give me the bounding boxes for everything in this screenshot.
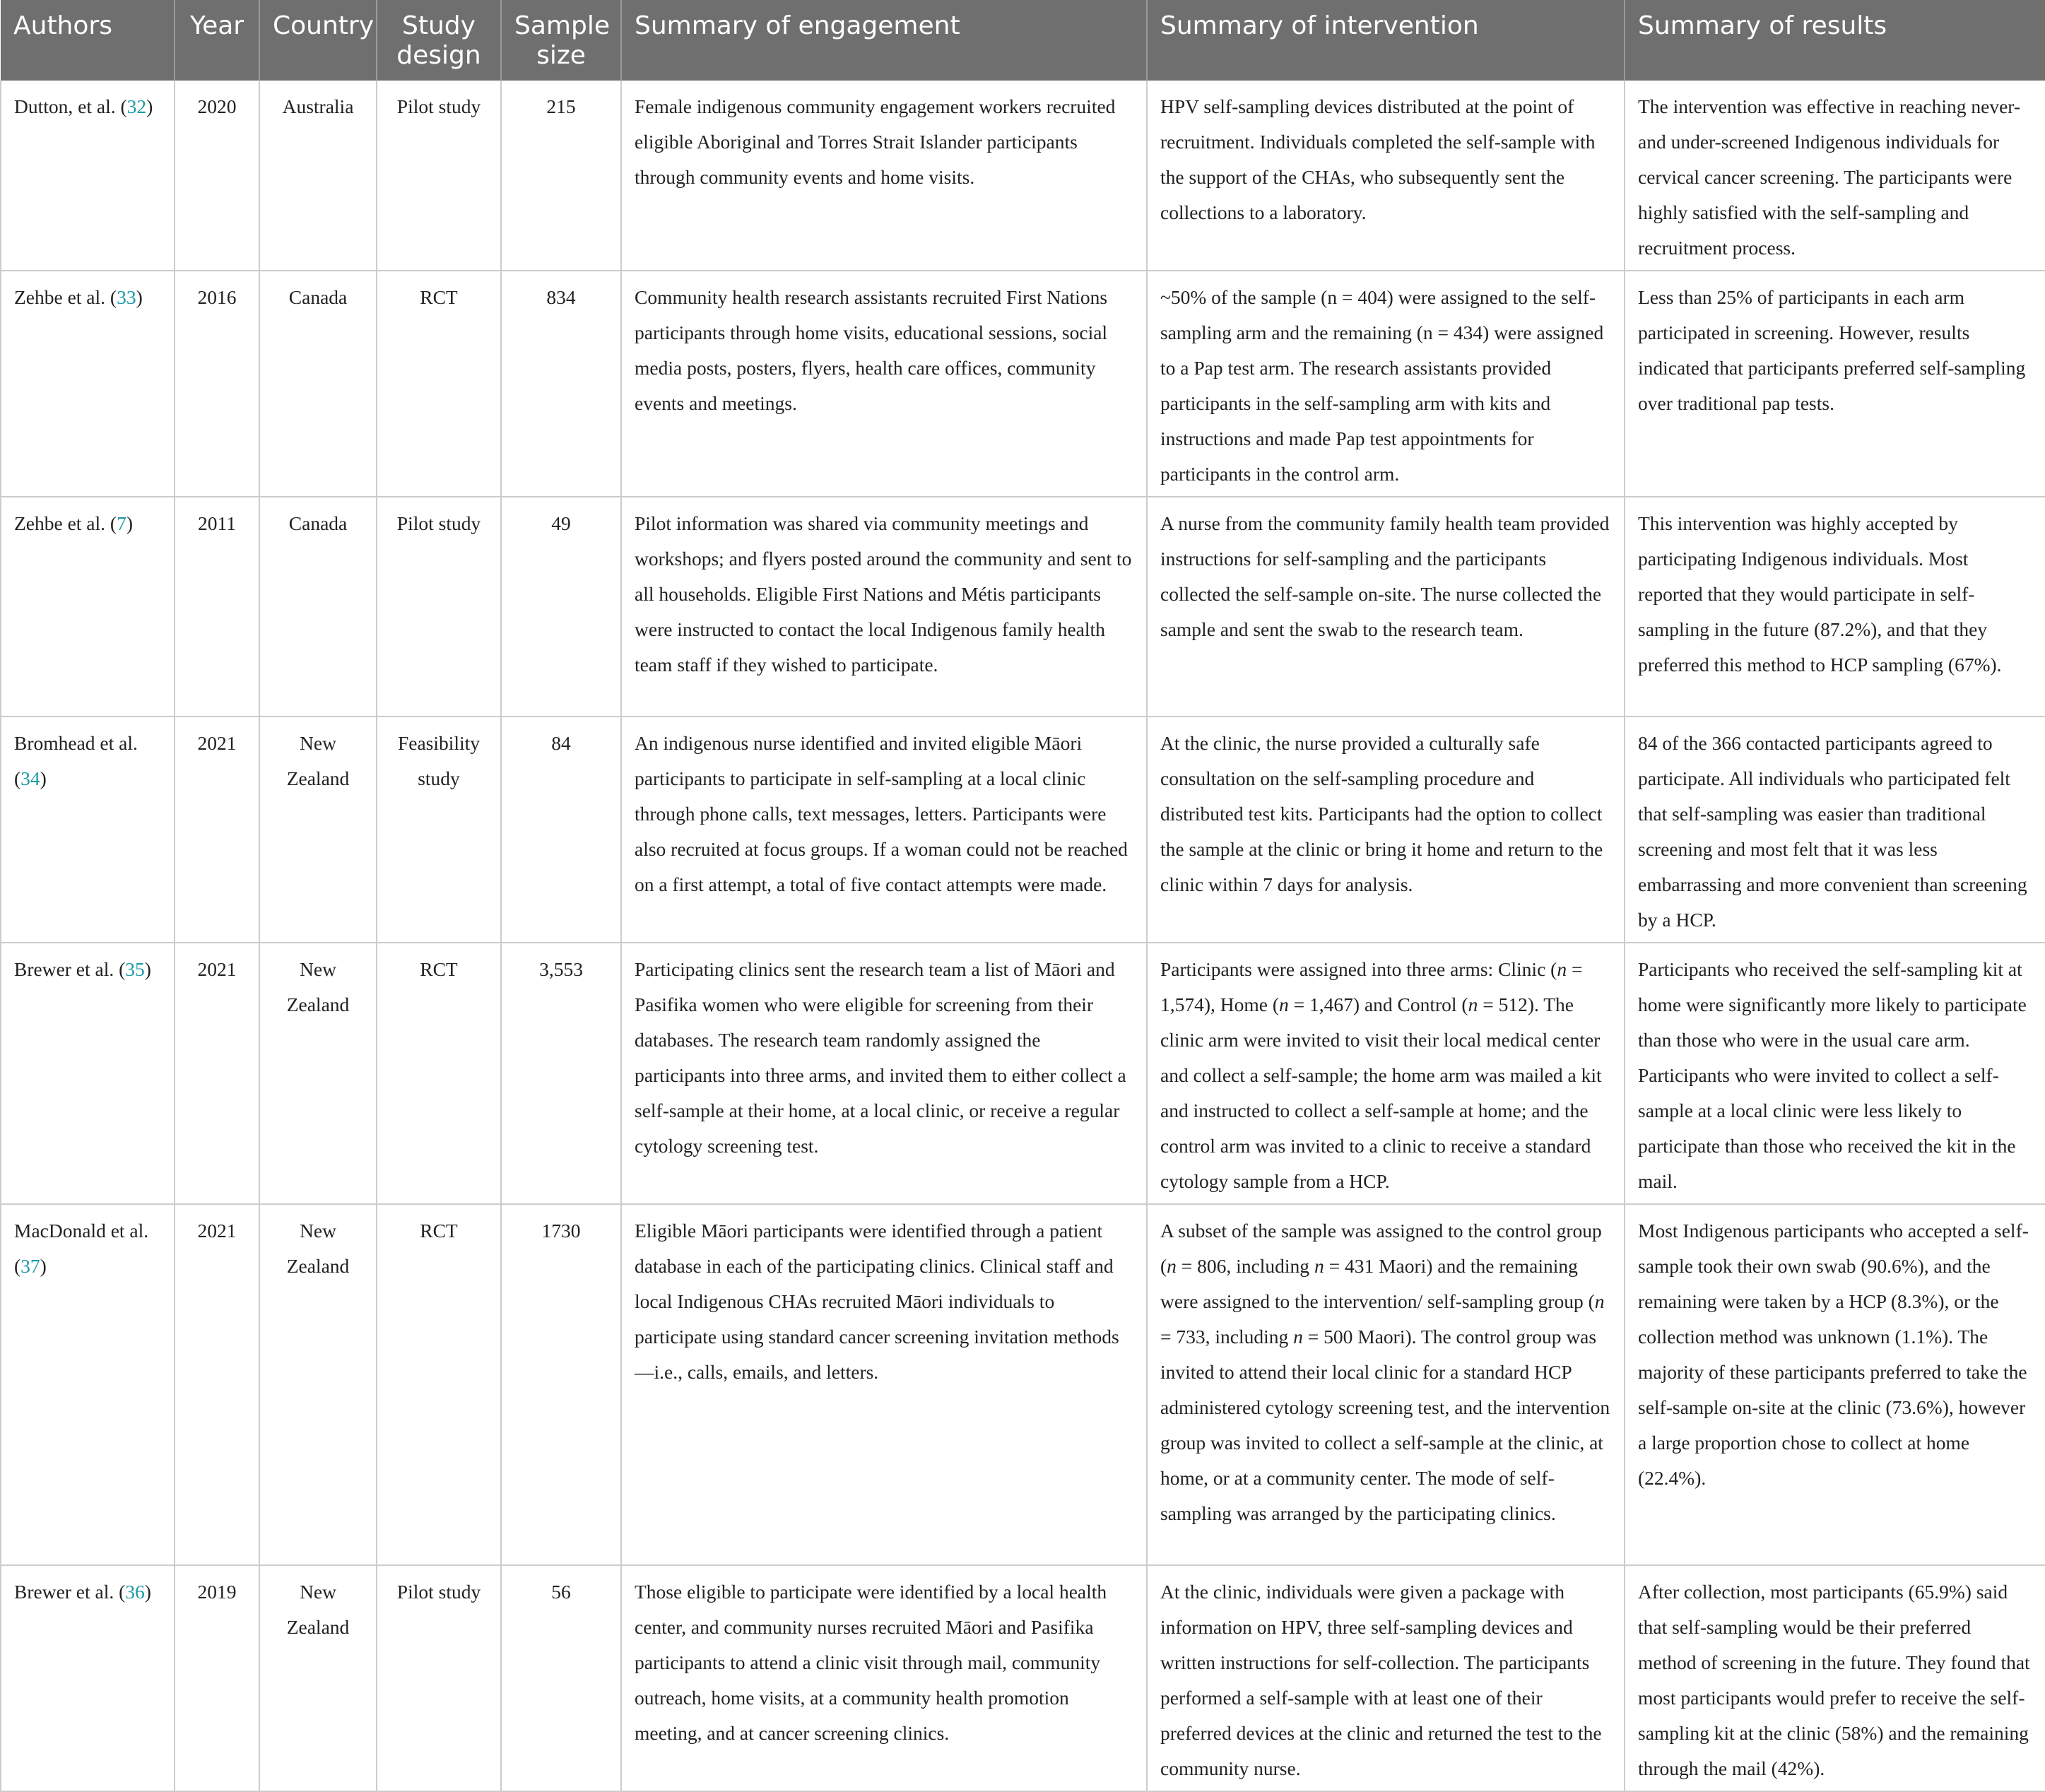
reference-link[interactable]: 32 (126, 95, 147, 117)
country-cell: Canada (259, 271, 377, 497)
results-cell: 84 of the 366 contacted participants agreed to participate. All individuals who participated felt that self-sampling was easier than traditional screening and most felt that it was less embarrassing and more convenient than screening by a HCP. (1625, 717, 2045, 943)
table-row (1, 1565, 2045, 1791)
reference-link[interactable]: 37 (20, 1255, 40, 1277)
engagement-cell: Those eligible to participate were identified by a local health center, and community nurses recruited Māori and Pasifika participants to attend a clinic visit through mail, community outreach, home visits, at a community health promotion meeting, and at cancer screening clinics. (621, 1565, 1147, 1791)
results-cell: Less than 25% of participants in each arm participated in screening. However, results indicated that participants preferred self-sampling over traditional pap tests. (1625, 271, 2045, 497)
results-cell: This intervention was highly accepted by participating Indigenous individuals. Most reported that they would participate in self-sampling in the future (87.2%), and that they preferred this method to HCP sampling (67%). (1625, 497, 2045, 717)
authors-text: Dutton, et al. ( (14, 95, 127, 117)
design-cell: Pilot study (377, 1565, 501, 1791)
reference-link[interactable]: 36 (125, 1581, 145, 1603)
intervention-text: Participants were assigned into three arms: Clinic ( (1160, 958, 1557, 980)
intervention-cell: At the clinic, individuals were given a package with information on HPV, three self-sampling devices and written instructions for self-collection. The participants performed a self-sample with at least one of their preferred devices at the clinic and returned the test to the community nurse. (1147, 1565, 1625, 1791)
country-cell: Australia (259, 81, 377, 271)
reference-link[interactable]: 34 (20, 767, 40, 789)
authors-text: Brewer et al. ( (14, 1581, 126, 1603)
design-cell: Pilot study (377, 497, 501, 717)
intervention-cell: A nurse from the community family health team provided instructions for self-sampling and the participants collected the self-sample on-site. The nurse collected the sample and sent the swab to the research team. (1147, 497, 1625, 717)
header-row (1, 0, 2045, 81)
table-row (1, 81, 2045, 271)
intervention-text: = 1,467) and Control ( (1288, 994, 1468, 1015)
year-cell: 2021 (175, 943, 259, 1204)
header-sample-size: Sample size (501, 0, 621, 81)
header-study-design: Study design (377, 0, 501, 81)
size-cell: 215 (501, 81, 621, 271)
size-cell: 3,553 (501, 943, 621, 1204)
authors-text: Zehbe et al. ( (14, 512, 117, 534)
authors-close: ) (40, 1255, 47, 1277)
design-cell: Feasibility study (377, 717, 501, 943)
size-cell: 834 (501, 271, 621, 497)
design-cell: RCT (377, 271, 501, 497)
authors-cell (1, 81, 175, 271)
country-cell: New Zealand (259, 1204, 377, 1565)
authors-cell (1, 717, 175, 943)
n-symbol: n (1167, 1255, 1177, 1277)
reference-link[interactable]: 7 (117, 512, 126, 534)
authors-close: ) (146, 95, 153, 117)
intervention-text: = 512). The clinic arm were invited to visit their local medical center and collect a self-sample; the home arm was mailed a kit and instructed to collect a self-sample at home; and the control arm was invited to a clinic to receive a standard cytology sample from a HCP. (1160, 994, 1602, 1192)
country-cell: New Zealand (259, 943, 377, 1204)
table-row (1, 271, 2045, 497)
authors-close: ) (136, 286, 143, 308)
intervention-text: = 1,574), Home ( (1160, 958, 1583, 1015)
country-cell: New Zealand (259, 717, 377, 943)
country-cell: Canada (259, 497, 377, 717)
year-cell: 2021 (175, 717, 259, 943)
authors-cell (1, 943, 175, 1204)
year-cell: 2021 (175, 1204, 259, 1565)
intervention-cell (1147, 943, 1625, 1204)
design-cell: RCT (377, 1204, 501, 1565)
header-year: Year (175, 0, 259, 81)
header-authors: Authors (1, 0, 175, 81)
authors-cell (1, 271, 175, 497)
size-cell: 56 (501, 1565, 621, 1791)
year-cell: 2019 (175, 1565, 259, 1791)
authors-text: MacDonald et al. ( (14, 1220, 149, 1277)
engagement-cell: Pilot information was shared via community meetings and workshops; and flyers posted around the community and sent to all households. Eligible First Nations and Métis participants were instructed to contact the local Indigenous family health team staff if they wished to participate. (621, 497, 1147, 717)
intervention-cell: ~50% of the sample (n = 404) were assigned to the self-sampling arm and the remaining (n = 434) were assigned to a Pap test arm. The research assistants provided participants in the self-sampling arm with kits and instructions and made Pap test appointments for participants in the control arm. (1147, 271, 1625, 497)
engagement-cell: Community health research assistants recruited First Nations participants through home visits, educational sessions, social media posts, posters, flyers, health care offices, community events and meetings. (621, 271, 1147, 497)
table-row (1, 497, 2045, 717)
intervention-cell (1147, 1204, 1625, 1565)
reference-link[interactable]: 33 (117, 286, 136, 308)
authors-close: ) (144, 1581, 151, 1603)
authors-cell (1, 1565, 175, 1791)
engagement-cell: Participating clinics sent the research team a list of Māori and Pasifika women who were eligible for screening from their databases. The research team randomly assigned the participants into three arms, and invited them to either collect a self-sample at their home, at a local clinic, or receive a regular cytology screening test. (621, 943, 1147, 1204)
authors-text: Brewer et al. ( (14, 958, 126, 980)
results-cell: Participants who received the self-sampling kit at home were significantly more likely to participate than those who were in the usual care arm. Participants who were invited to collect a self-sample at a local clinic were less likely to participate than those who received the kit in the mail. (1625, 943, 2045, 1204)
year-cell: 2016 (175, 271, 259, 497)
header-results: Summary of results (1625, 0, 2045, 81)
table-row (1, 1204, 2045, 1565)
size-cell: 84 (501, 717, 621, 943)
size-cell: 49 (501, 497, 621, 717)
year-cell: 2020 (175, 81, 259, 271)
intervention-cell: At the clinic, the nurse provided a culturally safe consultation on the self-sampling procedure and distributed test kits. Participants had the option to collect the sample at the clinic or bring it home and return to the clinic within 7 days for analysis. (1147, 717, 1625, 943)
n-symbol: n (1293, 1326, 1303, 1348)
intervention-text: A subset of the sample was assigned to the control group ( (1160, 1220, 1602, 1277)
year-cell: 2011 (175, 497, 259, 717)
n-symbol: n (1279, 994, 1289, 1015)
table-row (1, 717, 2045, 943)
intervention-text: = 431 Maori) and the remaining were assigned to the intervention/ self-sampling group ( (1160, 1255, 1595, 1312)
engagement-cell: An indigenous nurse identified and invited eligible Māori participants to participate in self-sampling at a local clinic through phone calls, text messages, letters. Participants were also recruited at focus groups. If a woman could not be reached on a first attempt, a total of five contact attempts were made. (621, 717, 1147, 943)
reference-link[interactable]: 35 (125, 958, 145, 980)
authors-cell (1, 497, 175, 717)
intervention-text: = 806, including (1176, 1255, 1314, 1277)
authors-cell (1, 1204, 175, 1565)
engagement-cell: Eligible Māori participants were identified through a patient database in each of the participating clinics. Clinical staff and local Indigenous CHAs recruited Māori individuals to participate using standard cancer screening invitation methods—i.e., calls, emails, and letters. (621, 1204, 1147, 1565)
intervention-text: = 500 Maori). The control group was invited to attend their local clinic for a standard HCP administered cytology screening test, and the intervention group was invited to collect a self-sample at the clinic, at home, or at a community center. The mode of self-sampling was arranged by the participating clinics. (1160, 1326, 1610, 1524)
n-symbol: n (1594, 1290, 1605, 1312)
country-cell: New Zealand (259, 1565, 377, 1791)
intervention-text: = 733, including (1160, 1326, 1294, 1348)
authors-close: ) (126, 512, 133, 534)
authors-text: Bromhead et al. ( (14, 732, 138, 789)
n-symbol: n (1314, 1255, 1324, 1277)
header-intervention: Summary of intervention (1147, 0, 1625, 81)
authors-close: ) (144, 958, 151, 980)
design-cell: RCT (377, 943, 501, 1204)
intervention-cell: HPV self-sampling devices distributed at the point of recruitment. Individuals completed the self-sample with the support of the CHAs, who subsequently sent the collections to a laboratory. (1147, 81, 1625, 271)
engagement-cell: Female indigenous community engagement workers recruited eligible Aboriginal and Torres Strait Islander participants through community events and home visits. (621, 81, 1147, 271)
authors-close: ) (40, 767, 47, 789)
n-symbol: n (1557, 958, 1567, 980)
authors-text: Zehbe et al. ( (14, 286, 117, 308)
header-engagement: Summary of engagement (621, 0, 1147, 81)
header-country: Country (259, 0, 377, 81)
results-cell: Most Indigenous participants who accepted a self-sample took their own swab (90.6%), and the remaining were taken by a HCP (8.3%), or the collection method was unknown (1.1%). The majority of these participants preferred to take the self-sample on-site at the clinic (73.6%), however a large proportion chose to collect at home (22.4%). (1625, 1204, 2045, 1565)
results-cell: The intervention was effective in reaching never- and under-screened Indigenous individuals for cervical cancer screening. The participants were highly satisfied with the self-sampling and recruitment process. (1625, 81, 2045, 271)
results-cell: After collection, most participants (65.9%) said that self-sampling would be their preferred method of screening in the future. They found that most participants would prefer to receive the self-sampling kit at the clinic (58%) and the remaining through the mail (42%). (1625, 1565, 2045, 1791)
n-symbol: n (1468, 994, 1478, 1015)
size-cell: 1730 (501, 1204, 621, 1565)
design-cell: Pilot study (377, 81, 501, 271)
table-row (1, 943, 2045, 1204)
